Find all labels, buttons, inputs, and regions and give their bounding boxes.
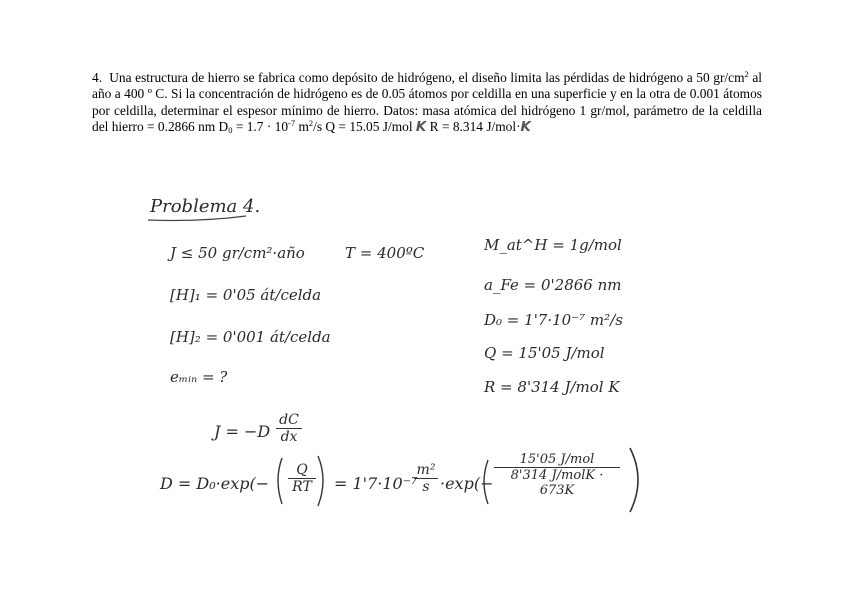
problem-text-part: /s Q = 15.05 J/mol — [313, 119, 416, 135]
hw-concentration-2: [H]₂ = 0'001 át/celda — [170, 328, 331, 346]
handwritten-heading: Problema 4. — [150, 196, 261, 217]
fraction-denominator: 8'314 J/molK · 673K — [510, 468, 604, 498]
hw-d0-value: = 1'7·10⁻⁷ — [334, 474, 418, 493]
hw-arrhenius-lhs: D = D₀·exp(− — [160, 474, 270, 493]
fraction-numerator: 15'05 J/mol — [494, 452, 620, 468]
handwritten-k-mark: K — [415, 120, 427, 136]
hw-lattice-parameter: a_Fe = 0'2866 nm — [484, 276, 622, 294]
exponent: 2 — [744, 69, 749, 79]
handwritten-k-mark: K — [520, 120, 531, 136]
problem-text-part: Una estructura de hierro se fabrica como depósito de hidrógeno, el diseño limita las pérdidas de hidrógeno a 50 gr/cm — [109, 70, 745, 85]
fraction-denominator: s — [422, 479, 430, 495]
hw-fick-lhs: J = −D — [214, 422, 271, 441]
hw-q: Q = 15'05 J/mol — [484, 344, 605, 362]
hw-concentration-1: [H]₁ = 0'05 át/celda — [170, 286, 322, 304]
problem-text-part: m — [295, 119, 309, 135]
exponent: -7 — [288, 118, 296, 129]
hw-r: R = 8'314 J/mol K — [484, 378, 620, 396]
problem-number: 4. — [92, 70, 103, 85]
hw-flux-given: J ≤ 50 gr/cm²·año — [170, 244, 305, 262]
exponent: 2 — [308, 118, 314, 129]
problem-text-part: R = 8.314 J/mol· — [426, 119, 521, 135]
fraction-denominator: RT — [292, 479, 312, 495]
fraction-numerator: dC — [276, 412, 302, 429]
problem-text-part: = 1.7 · 10 — [232, 119, 289, 135]
fraction-denominator: dx — [280, 429, 298, 445]
hw-temperature: T = 400ºC — [345, 244, 425, 262]
hw-min-thickness: eₘᵢₙ = ? — [170, 368, 228, 386]
hw-d0: D₀ = 1'7·10⁻⁷ m²/s — [484, 311, 623, 329]
hw-exp-label: ·exp(− — [440, 474, 494, 493]
problem-text-part: al año a 400 º C. Si la concentración de hidrógeno es de 0.05 átomos por celdilla en una superficie y en la otra de 0.001 átomos por celdilla, determinar el espesor mínimo de hierro. Datos: masa atómica del hidrógeno 1 gr/mol, parámetro de la celdilla del hierro = 0.2866 nm D — [92, 70, 762, 135]
fraction-numerator: Q — [288, 462, 316, 479]
subscript: 0 — [228, 125, 233, 136]
fraction-numerator: m² — [414, 462, 438, 479]
hw-molar-mass: M_at^H = 1g/mol — [484, 236, 622, 254]
